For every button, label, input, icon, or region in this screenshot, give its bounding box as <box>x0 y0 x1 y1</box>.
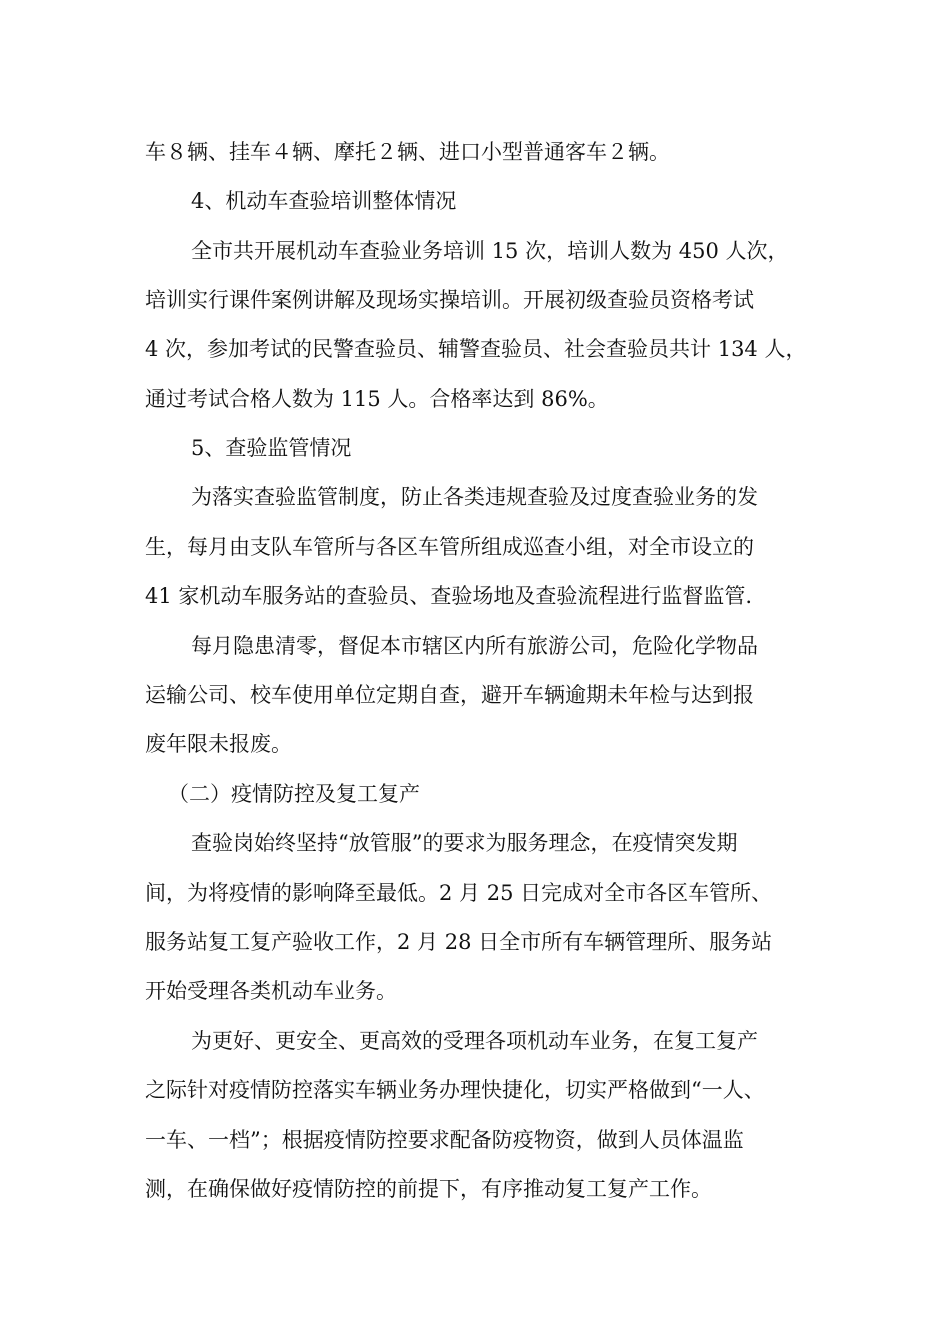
text-line: 查验岗始终坚持“放管服”的要求为服务理念，在疫情突发期 <box>191 831 738 855</box>
text-line: 运输公司、校车使用单位定期自查，避开车辆逾期未年检与达到报 <box>145 683 754 707</box>
text-line: 服务站复工复产验收工作，2 月 28 日全市所有车辆管理所、服务站 <box>145 930 773 954</box>
section-heading: 5、查验监管情况 <box>191 436 352 460</box>
text-line: 每月隐患清零，督促本市辖区内所有旅游公司，危险化学物品 <box>191 634 758 658</box>
text-line: 全市共开展机动车查验业务培训 15 次，培训人数为 450 人次， <box>191 239 789 263</box>
text-line: 为更好、更安全、更高效的受理各项机动车业务，在复工复产 <box>191 1029 758 1053</box>
text-line: 生，每月由支队车管所与各区车管所组成巡查小组，对全市设立的 <box>145 535 754 559</box>
text-line: 41 家机动车服务站的查验员、查验场地及查验流程进行监督监管. <box>145 584 753 608</box>
text-line: 为落实查验监管制度，防止各类违规查验及过度查验业务的发 <box>191 485 758 509</box>
text-line: 开始受理各类机动车业务。 <box>145 979 397 1003</box>
text-line: 测，在确保做好疫情防控的前提下，有序推动复工复产工作。 <box>145 1177 712 1201</box>
section-heading: （二）疫情防控及复工复产 <box>168 782 420 806</box>
text-line: 4 次，参加考试的民警查验员、辅警查验员、社会查验员共计 134 人， <box>145 337 807 361</box>
text-line: 一车、一档”；根据疫情防控要求配备防疫物资，做到人员体温监 <box>145 1128 744 1152</box>
section-heading: 4、机动车查验培训整体情况 <box>191 189 457 213</box>
text-line: 车８辆、挂车４辆、摩托２辆、进口小型普通客车２辆。 <box>145 140 670 164</box>
text-line: 之际针对疫情防控落实车辆业务办理快捷化，切实严格做到“一人、 <box>145 1078 765 1102</box>
text-line: 废年限未报废。 <box>145 732 292 756</box>
text-line: 通过考试合格人数为 115 人。合格率达到 86%。 <box>145 387 609 411</box>
text-line: 培训实行课件案例讲解及现场实操培训。开展初级查验员资格考试 <box>145 288 754 312</box>
text-line: 间，为将疫情的影响降至最低。2 月 25 日完成对全市各区车管所、 <box>145 881 773 905</box>
